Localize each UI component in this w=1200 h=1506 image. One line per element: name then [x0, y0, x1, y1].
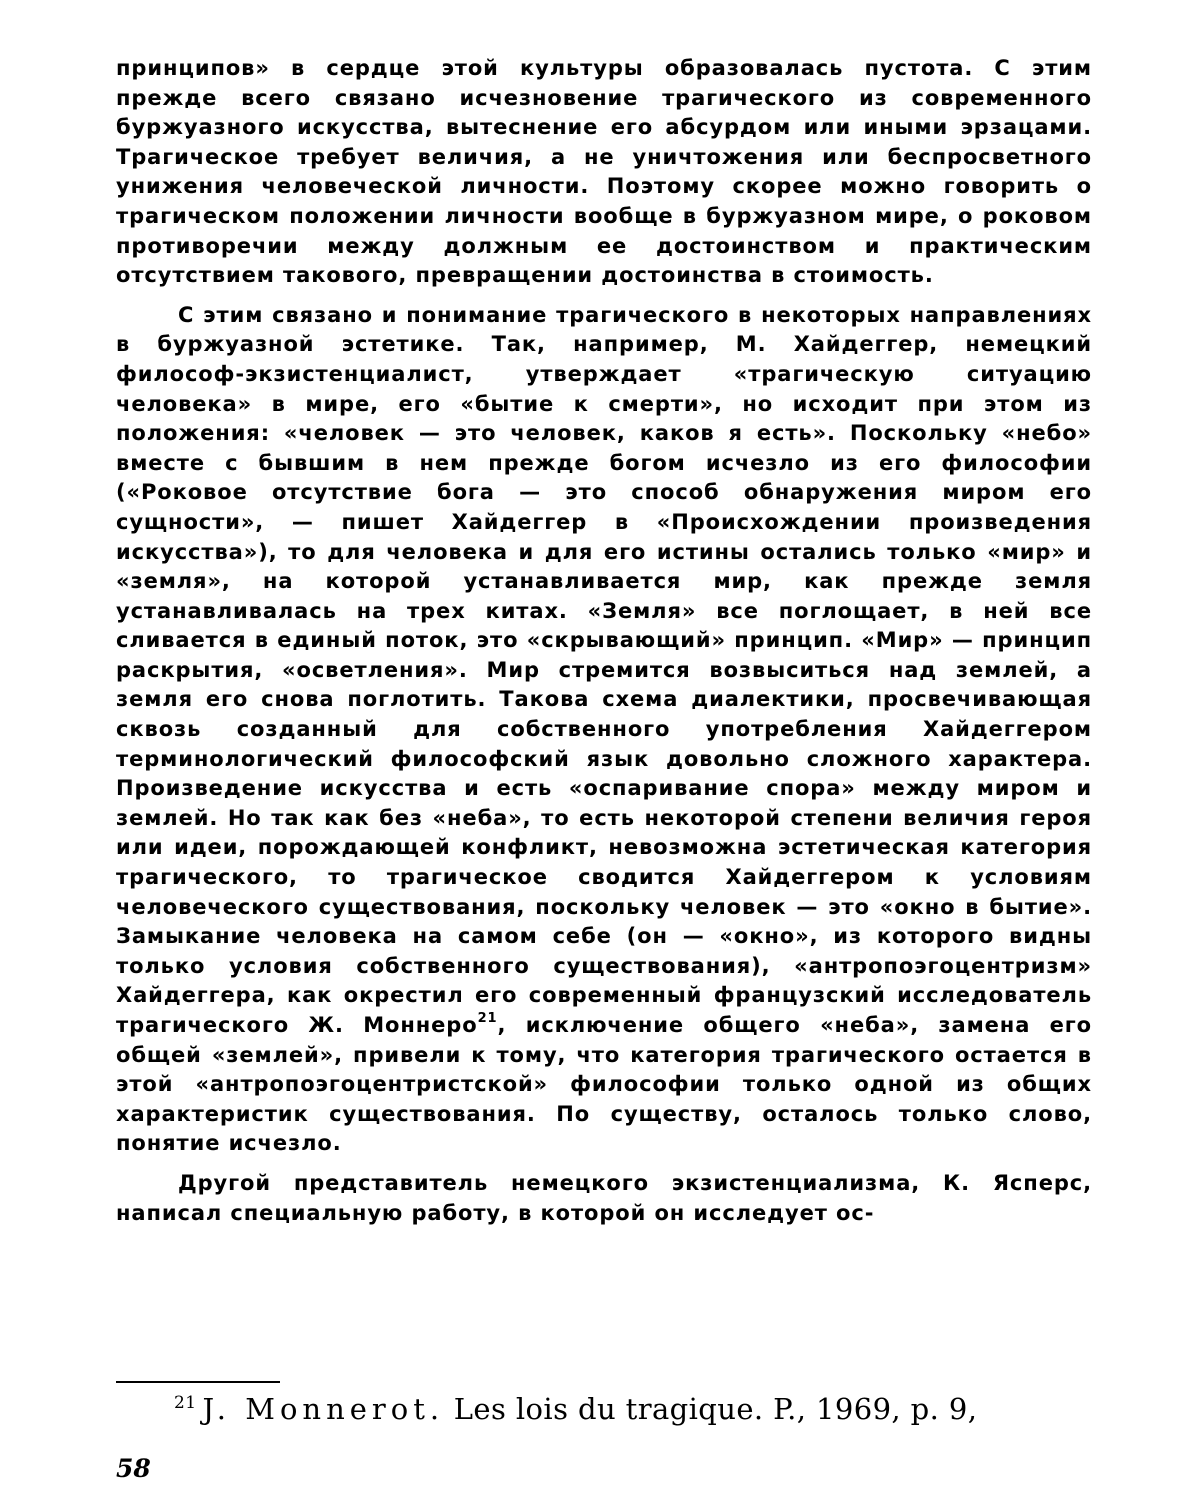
paragraph-3: Другой представитель немецкого экзистенциализма, К. Ясперс, написал специальную работу, в которой он исследует ос-: [116, 1170, 1092, 1225]
paragraph-1: принципов» в сердце этой культуры образовалась пустота. С этим прежде всего связано исчезновение трагического из современного буржуазного искусства, вытеснение его абсурдом или иными эрзацами. Трагическое требует величия, а не уничтожения или беспросветного унижения человеческой личности. Поэтому скорее можно говорить о трагическом положении личности вообще в буржуазном мире, о роковом противоречии между должным ее достоинством и практическим отсутствием такового, превращении достоинства в стоимость.: [116, 56, 1092, 288]
paragraph-2: [116, 301, 1092, 1159]
footnote: [174, 1392, 977, 1426]
page-body: [116, 54, 1092, 1228]
paragraph-gap: [116, 1159, 1092, 1169]
paragraph-gap: [116, 291, 1092, 301]
footnote-citation: Les lois du tragique. P., 1969, p. 9,: [453, 1392, 978, 1426]
footnote-divider: [116, 1381, 280, 1383]
footnote-number: 21: [174, 1393, 197, 1413]
footnote-author: J. Monnerot.: [202, 1392, 445, 1426]
page-number: 58: [116, 1454, 151, 1483]
footnote-ref-21: 21: [477, 1011, 498, 1026]
paragraph-2-text-before-ref: С этим связано и понимание трагического в некоторых направлениях в буржуазной эстетике. Так, например, М. Хайдеггер, немецкий философ-экзистенциалист, утверждает «трагическую ситуацию человека» в мире, его «бытие к смерти», но исходит при этом из положения: «человек — это человек, каков я есть». Поскольку «небо» вместе с бывшим в нем прежде богом исчезло из его философии («Роковое отсутствие бога — это способ обнаружения миром его сущности», — пишет Хайдеггер в «Происхождении произведения искусства»), то для человека и для его истины остались только «мир» и «земля», на которой устанавливается мир, как прежде земля устанавливалась на трех китах. «Земля» все поглощает, в ней все сливается в единый поток, это «скрывающий» принцип. «Мир» — принцип раскрытия, «осветления». Мир стремится возвыситься над землей, а земля его снова поглотить. Такова схема диалектики, просвечивающая сквозь созданный для собственного употребления Хайдеггером терминологический философский язык довольно сложного характера. Произведение искусства и есть «оспаривание спора» между миром и землей. Но так как без «неба», то есть некоторой степени величия героя или идеи, порождающей конфликт, невозможна эстетическая категория трагического, то трагическое сводится Хайдеггером к условиям человеческого существования, поскольку человек — это «окно в бытие». Замыкание человека на самом себе (он — «окно», из которого видны только условия собственного существования), «антропоэгоцентризм» Хайдеггера, как окрестил его современный французский исследователь трагического Ж. Моннеро: [116, 302, 1092, 1037]
paragraph-2-text-after-ref: , исключение общего «неба», замена его общей «землей», привели к тому, что категория трагического остается в этой «антропоэгоцентристской» философии только одной из общих характеристик существования. По существу, осталось только слово, понятие исчезло.: [116, 1013, 1092, 1156]
